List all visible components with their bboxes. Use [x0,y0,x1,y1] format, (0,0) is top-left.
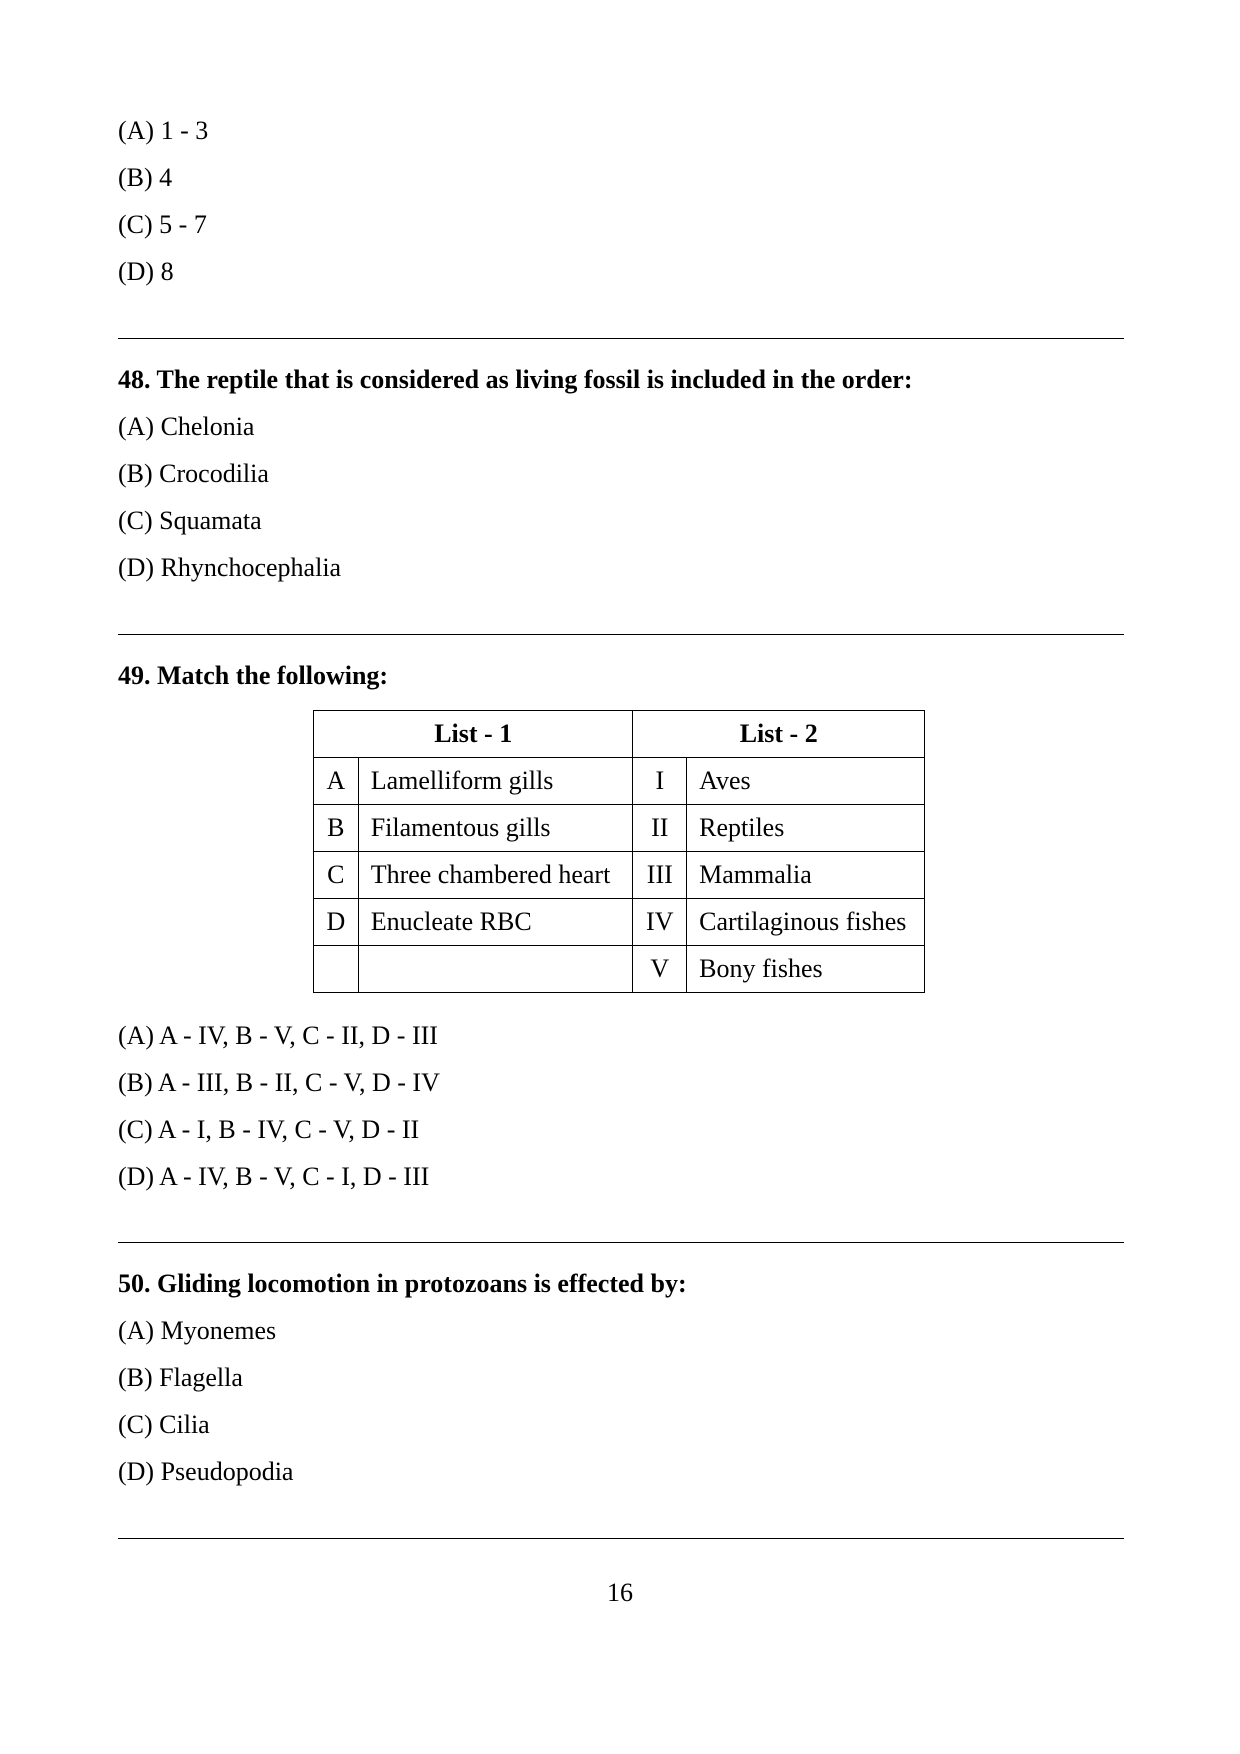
list2-code: IV [633,899,687,946]
q50-option-c: (C) Cilia [118,1410,210,1439]
q50-option-a: (A) Myonemes [118,1316,277,1345]
q47-option-d: (D) 8 [118,257,174,286]
list2-code: I [633,758,687,805]
q50-option-b: (B) Flagella [118,1363,243,1392]
q49-option-b: (B) A - III, B - II, C - V, D - IV [118,1068,440,1097]
q48 [118,356,1124,591]
table-row [314,758,925,805]
list1-item: Enucleate RBC [358,899,633,946]
list2-code: III [633,852,687,899]
q49-options [118,1012,1124,1200]
list1-code: C [314,852,359,899]
table-row [314,805,925,852]
list1-header: List - 1 [314,711,633,758]
list2-item: Cartilaginous fishes [687,899,925,946]
list1-code [314,946,359,993]
q49-option-a: (A) A - IV, B - V, C - II, D - III [118,1021,438,1050]
q47-option-c: (C) 5 - 7 [118,210,207,239]
divider-3 [118,1242,1124,1243]
q50-question: 50. Gliding locomotion in protozoans is effected by: [118,1269,687,1298]
q48-option-c: (C) Squamata [118,506,262,535]
list2-code: II [633,805,687,852]
q49 [118,652,1124,699]
table-row [314,852,925,899]
q50-option-d: (D) Pseudopodia [118,1457,294,1486]
q49-question: 49. Match the following: [118,661,389,690]
divider-4 [118,1538,1124,1539]
q48-option-a: (A) Chelonia [118,412,255,441]
q49-option-c: (C) A - I, B - IV, C - V, D - II [118,1115,420,1144]
q47-option-b: (B) 4 [118,163,173,192]
q47-options [118,107,1124,295]
table-row [314,946,925,993]
page-number: 16 [607,1578,633,1607]
list2-header: List - 2 [633,711,925,758]
table-row [314,899,925,946]
list1-item: Lamelliform gills [358,758,633,805]
q48-question: 48. The reptile that is considered as living fossil is included in the order: [118,365,913,394]
list1-code: A [314,758,359,805]
divider-1 [118,338,1124,339]
list2-item: Aves [687,758,925,805]
q47-option-a: (A) 1 - 3 [118,116,209,145]
list2-code: V [633,946,687,993]
q50 [118,1260,1124,1495]
list1-item: Filamentous gills [358,805,633,852]
match-table-header [314,711,925,758]
list2-item: Mammalia [687,852,925,899]
list1-code: D [314,899,359,946]
match-table [313,710,925,993]
q48-option-b: (B) Crocodilia [118,459,269,488]
divider-2 [118,634,1124,635]
list1-item [358,946,633,993]
list2-item: Reptiles [687,805,925,852]
q48-option-d: (D) Rhynchocephalia [118,553,342,582]
list1-code: B [314,805,359,852]
list2-item: Bony fishes [687,946,925,993]
list1-item: Three chambered heart [358,852,633,899]
q49-option-d: (D) A - IV, B - V, C - I, D - III [118,1162,430,1191]
